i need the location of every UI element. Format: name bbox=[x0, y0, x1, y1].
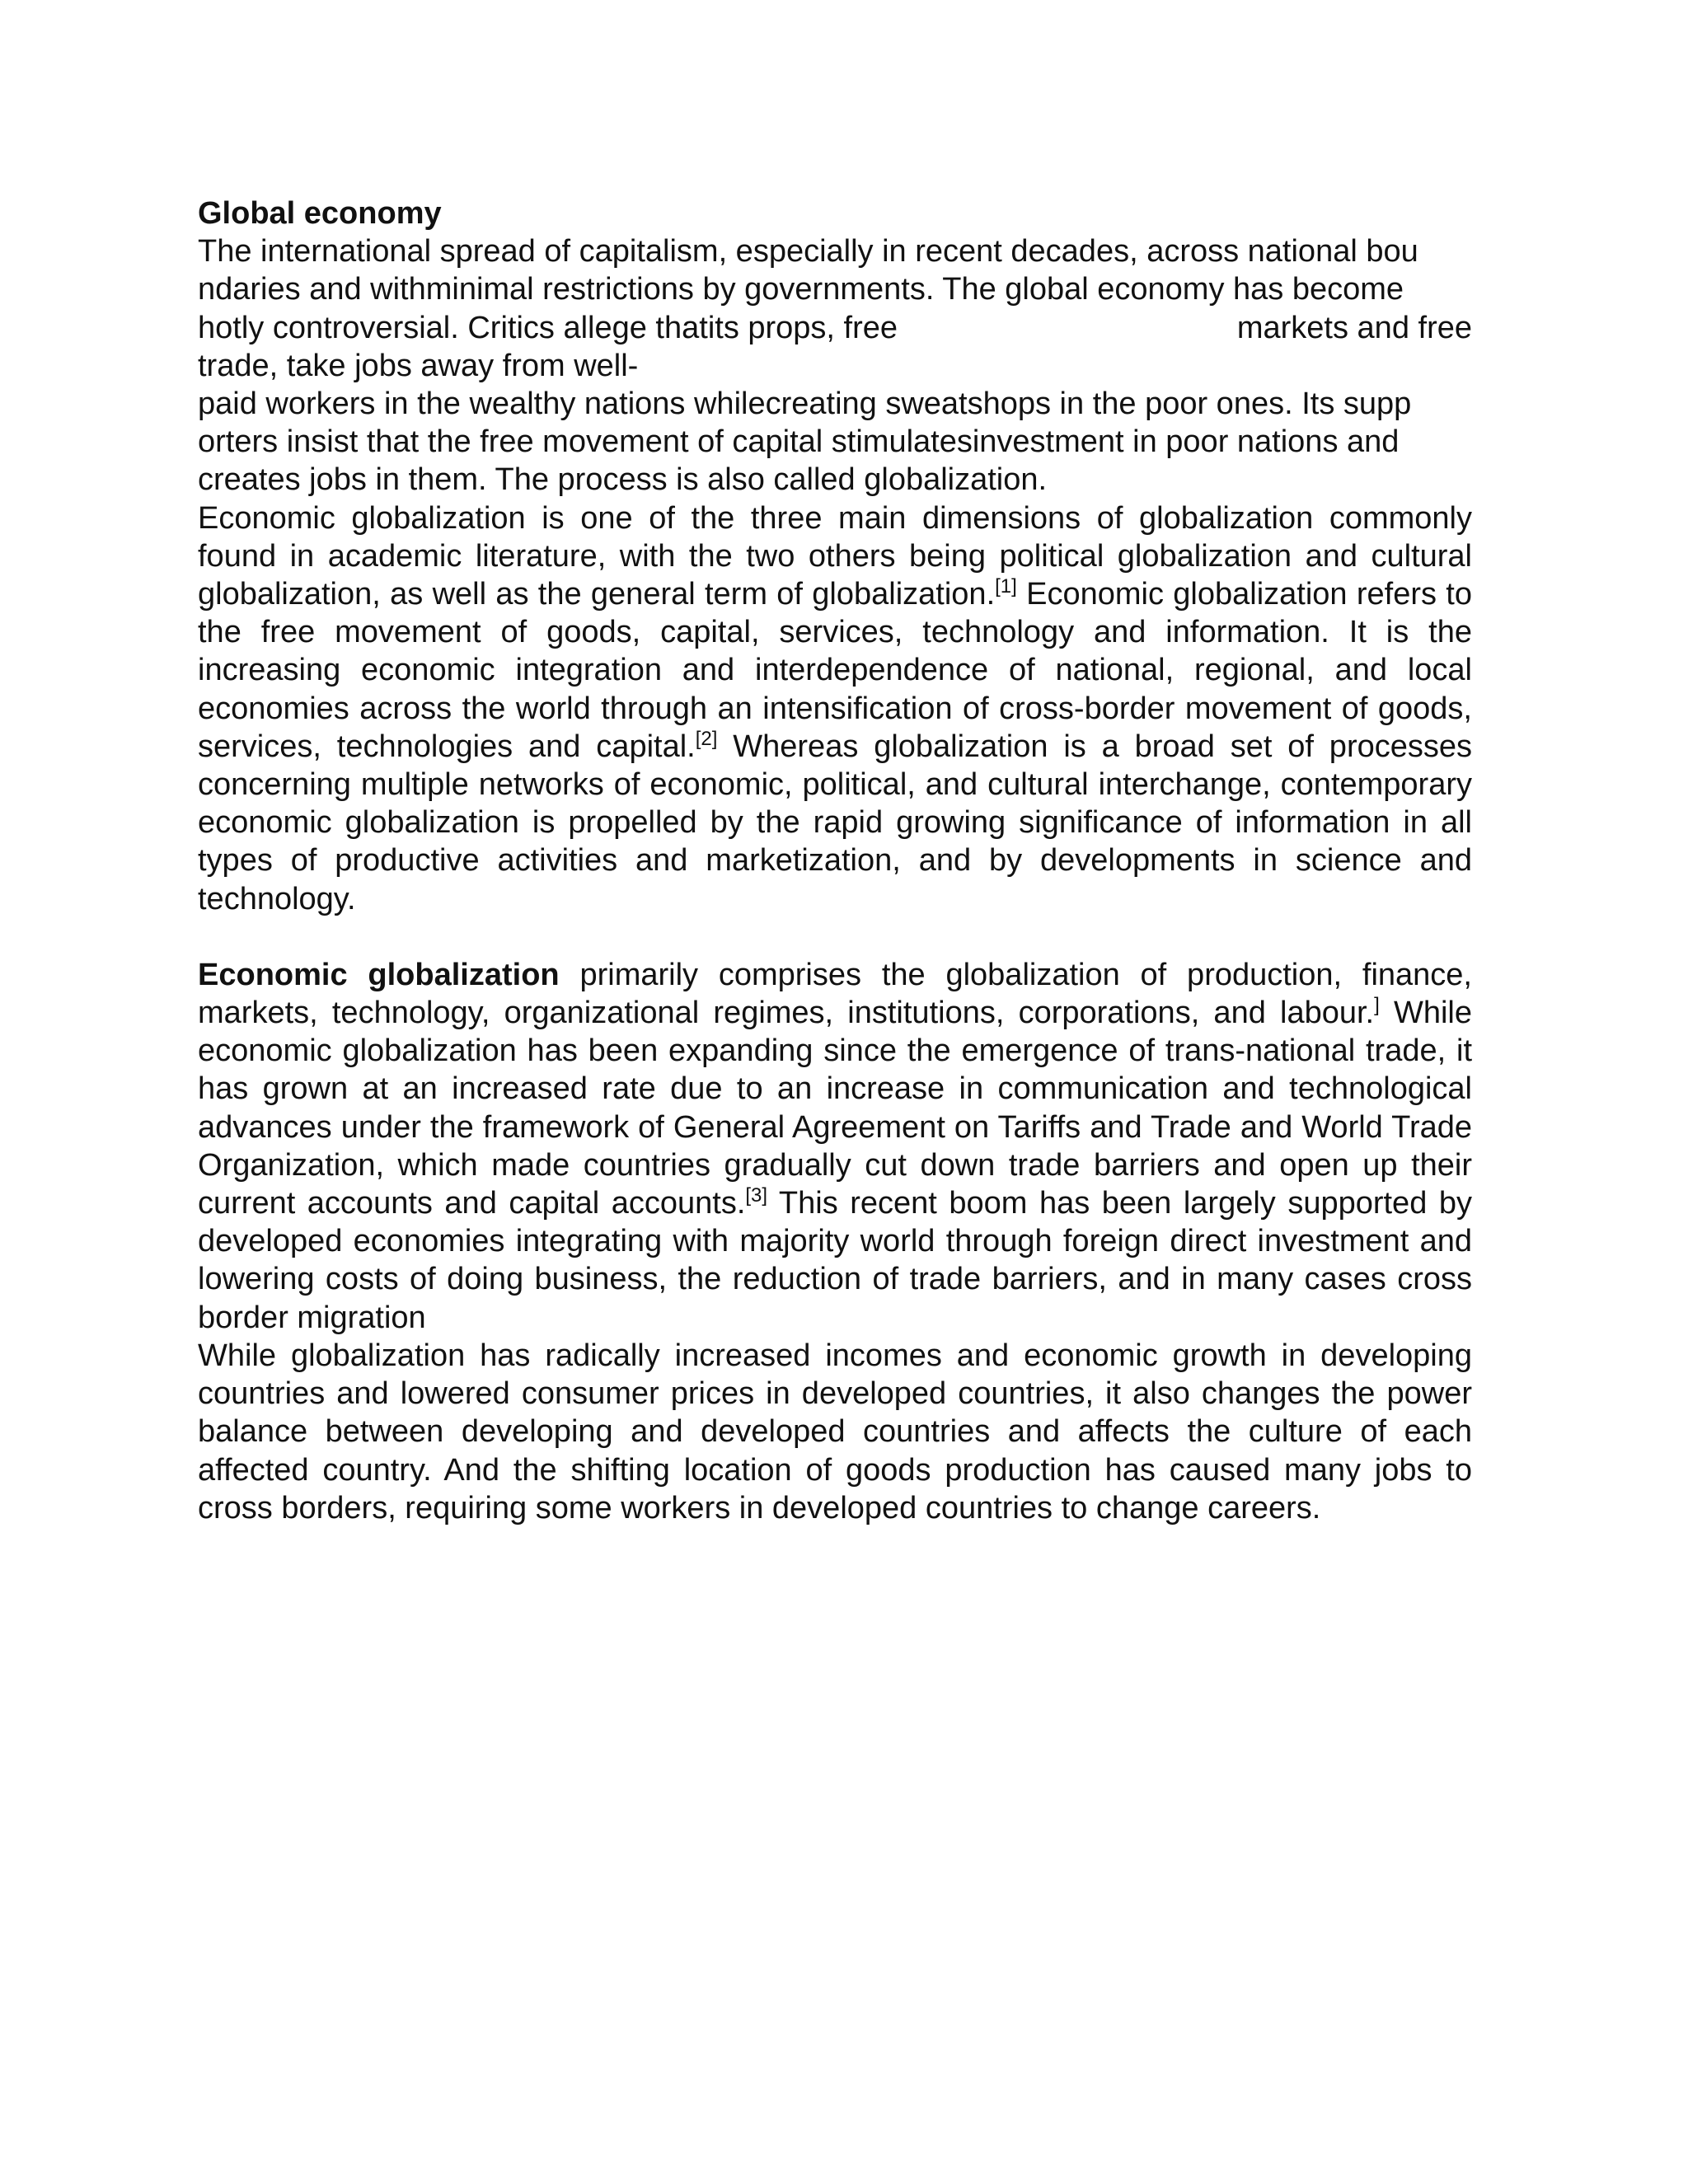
intro-line-left: hotly controversial. Critics allege thatits props, free bbox=[198, 310, 898, 345]
paragraph-gap bbox=[198, 918, 1472, 956]
document-title: Global economy bbox=[198, 196, 442, 231]
intro-line: ndaries and withminimal restrictions by governments. The global economy has become bbox=[198, 272, 1404, 307]
paragraph-text: Economic globalization is one of the three main dimensions of globalization commonly found in academic literature, with the two others being political globalization and cultural globalization, as well as the general term of globalization. bbox=[198, 500, 1472, 612]
paragraph-text: This recent boom has been largely supported by developed economies integrating with majority world through foreign direct investment and lowering costs of doing business, the reduction of trade barriers, and in many cases cross border migration bbox=[198, 1186, 1472, 1335]
reference-2: [2] bbox=[695, 727, 718, 750]
intro-line: orters insist that the free movement of capital stimulatesinvestment in poor nations and bbox=[198, 424, 1400, 460]
paragraph-text: primarily comprises the globalization of production, finance, markets, technology, organizational regimes, institutions, corporations, and labour. bbox=[198, 957, 1472, 1031]
paragraph-text: Whereas globalization is a broad set of processes concerning multiple networks of economic, political, and cultural interchange, contemporary economic globalization is propelled by the rapid growing significance of information in all types of productive activities and marketization, and by developments in science and technology. bbox=[198, 729, 1473, 916]
intro-paragraph bbox=[198, 232, 1472, 499]
globalization-effects-paragraph: While globalization has radically increased incomes and economic growth in developing countries and lowered consumer prices in developed countries, it also changes the power balance between developing and developed countries and affects the culture of each affected country. And the shifting location of goods production has caused many jobs to cross borders, requiring some workers in developed countries to change careers. bbox=[198, 1338, 1472, 1526]
intro-line: creates jobs in them. The process is also called globalization. bbox=[198, 462, 1048, 498]
intro-line: paid workers in the wealthy nations whilecreating sweatshops in the poor ones. Its supp bbox=[198, 387, 1412, 422]
reference-3: [3] bbox=[745, 1184, 768, 1207]
paragraph-text: Economic globalization refers to the free movement of goods, capital, services, technology and information. It is the increasing economic integration and interdependence of national, regional, and local economies across the world through an intensification of cross-border movement of goods, services, technologies and capital. bbox=[198, 577, 1472, 764]
economic-globalization-paragraph bbox=[198, 499, 1472, 918]
reference-bracket: ] bbox=[1374, 994, 1380, 1017]
intro-line: trade, take jobs away from well- bbox=[198, 348, 639, 383]
paragraph-text: While economic globalization has been expanding since the emergence of trans-national trade, it has grown at an increased rate due to an increase in communication and technological advances under the framework of General Agreement on Tariffs and Trade and World Trade Organization, which made countries gradually cut down trade barriers and open up their current accounts and capital accounts. bbox=[198, 996, 1473, 1221]
intro-line: The international spread of capitalism, especially in recent decades, across national bou bbox=[198, 234, 1418, 269]
globalization-components-paragraph bbox=[198, 956, 1472, 1337]
bold-lead-term: Economic globalization bbox=[198, 957, 560, 992]
intro-line-right: markets and free bbox=[1236, 310, 1472, 345]
document-body bbox=[198, 194, 1472, 1527]
intro-line bbox=[198, 309, 1472, 347]
reference-1: [1] bbox=[995, 575, 1017, 598]
